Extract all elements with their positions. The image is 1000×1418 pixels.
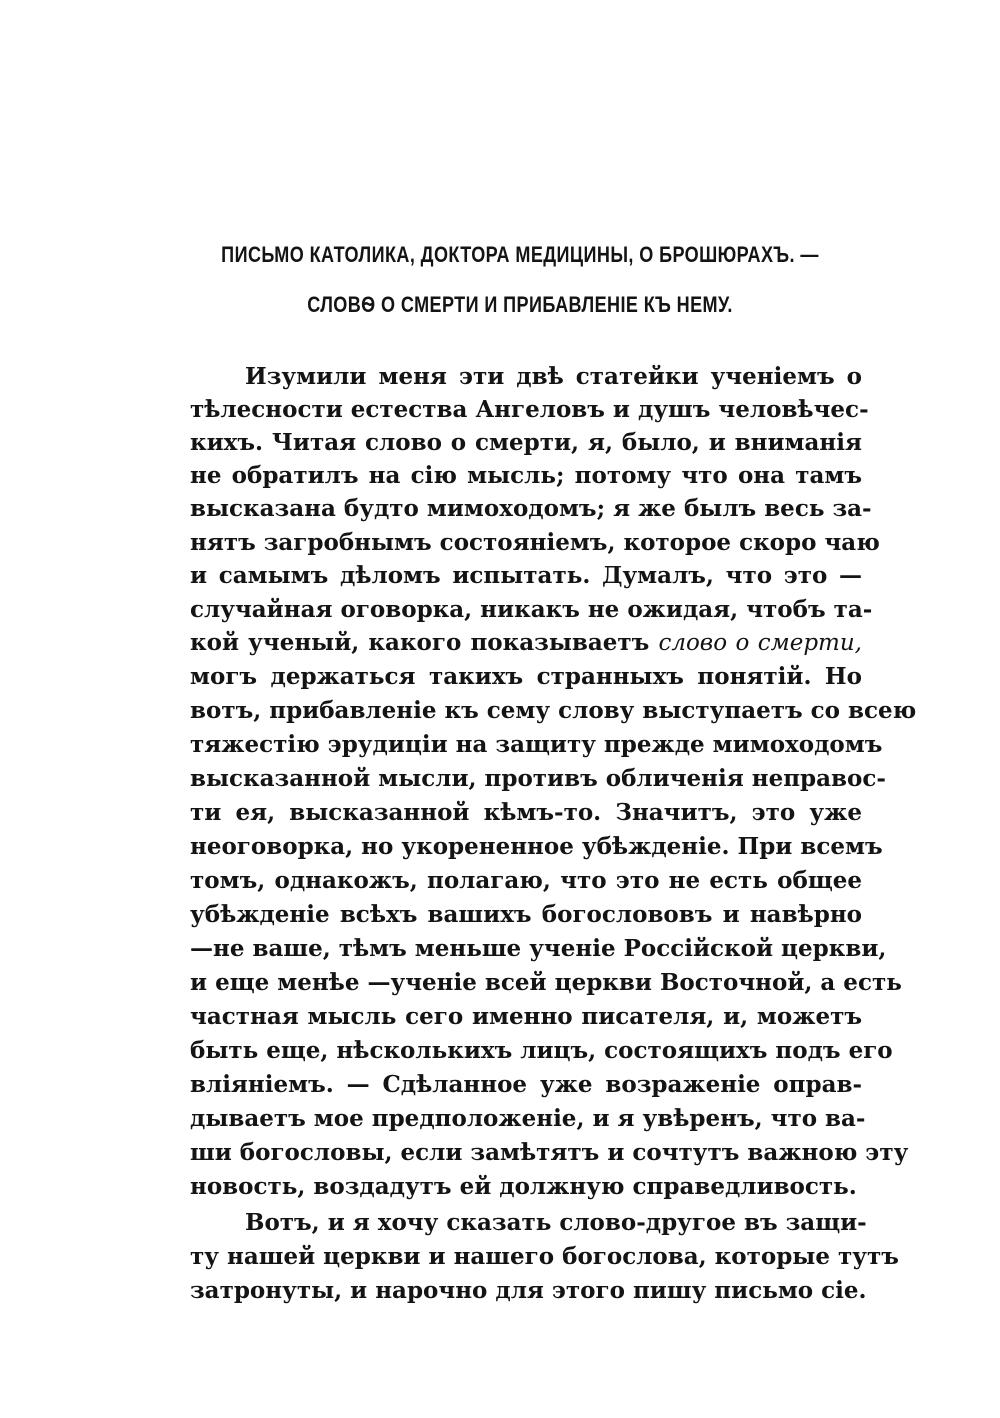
text-line: вотъ, прибавленіе къ сему слову выступаетъ со всею xyxy=(190,697,917,724)
text-line: могъ держаться такихъ странныхъ понятій. Но xyxy=(190,663,862,690)
text-line: тѣлесности естества Ангеловъ и душъ человѣчес- xyxy=(190,396,869,423)
text-line: новость, воздадутъ ей должную справедливость. xyxy=(190,1173,857,1200)
text-line: частная мысль сего именно писателя, и, можетъ xyxy=(190,1003,862,1030)
text-line: дываетъ мое предположеніе, и я увѣренъ, что ва- xyxy=(190,1105,866,1132)
text-line: неоговорка, но укорененное убѣжденіе. При всемъ xyxy=(190,833,883,860)
text-line: высказанной мысли, противъ обличенія неправос- xyxy=(190,765,886,792)
text-line: ту нашей церкви и нашего богослова, которые тутъ xyxy=(190,1243,899,1270)
text-line: затронуты, и нарочно для этого пишу письмо сіе. xyxy=(190,1277,867,1304)
italic-title-phrase: слово о смерти, xyxy=(658,630,862,656)
text-line: томъ, однакожъ, полагаю, что это не есть общее xyxy=(190,867,862,894)
text-line-with-italic xyxy=(190,626,862,660)
text-line: ти ея, высказанной кѣмъ-то. Значитъ, это уже xyxy=(190,799,862,826)
text-line: и самымъ дѣломъ испытать. Думалъ, что это — xyxy=(190,562,862,589)
text-line: кихъ. Читая слово о смерти, я, было, и вниманія xyxy=(190,429,862,456)
chapter-heading-line-2: СЛОВѲ О СМЕРТИ И ПРИБАВЛЕНІЕ КЪ НЕМУ. xyxy=(307,292,733,317)
text-line: высказана будто мимоходомъ; я же былъ весь за- xyxy=(190,495,872,522)
text-line: —не ваше, тѣмъ меньше ученіе Россійской церкви, xyxy=(190,935,887,962)
text-line: Вотъ, и я хочу сказать слово-другое въ защи- xyxy=(245,1209,867,1236)
text-line: нятъ загробнымъ состояніемъ, которое скоро чаю xyxy=(190,529,880,556)
text-line: Изумили меня эти двѣ статейки ученіемъ о xyxy=(245,363,862,390)
text-line: убѣжденіе всѣхъ вашихъ богослововъ и навѣрно xyxy=(190,901,862,928)
chapter-heading-line-1: ПИСЬМО КАТОЛИКА, ДОКТОРА МЕДИЦИНЫ, О БРОШЮРАХЪ. — xyxy=(221,242,819,267)
text-line: быть еще, нѣсколькихъ лицъ, состоящихъ подъ его xyxy=(190,1037,893,1064)
text-line: случайная оговорка, никакъ не ожидая, чтобъ та- xyxy=(190,596,873,623)
text-line: не обратилъ на сію мысль; потому что она тамъ xyxy=(190,462,862,489)
text-line: вліяніемъ. — Сдѣланное уже возраженіе оправ- xyxy=(190,1071,862,1098)
text-segment: кой ученый, какого показываетъ xyxy=(190,629,650,656)
text-line: и еще менѣе —ученіе всей церкви Восточной, а есть xyxy=(190,969,902,996)
text-line: ши богословы, если замѣтятъ и сочтутъ важною эту xyxy=(190,1139,909,1166)
text-line: тяжестію эрудиціи на защиту прежде мимоходомъ xyxy=(190,731,883,758)
